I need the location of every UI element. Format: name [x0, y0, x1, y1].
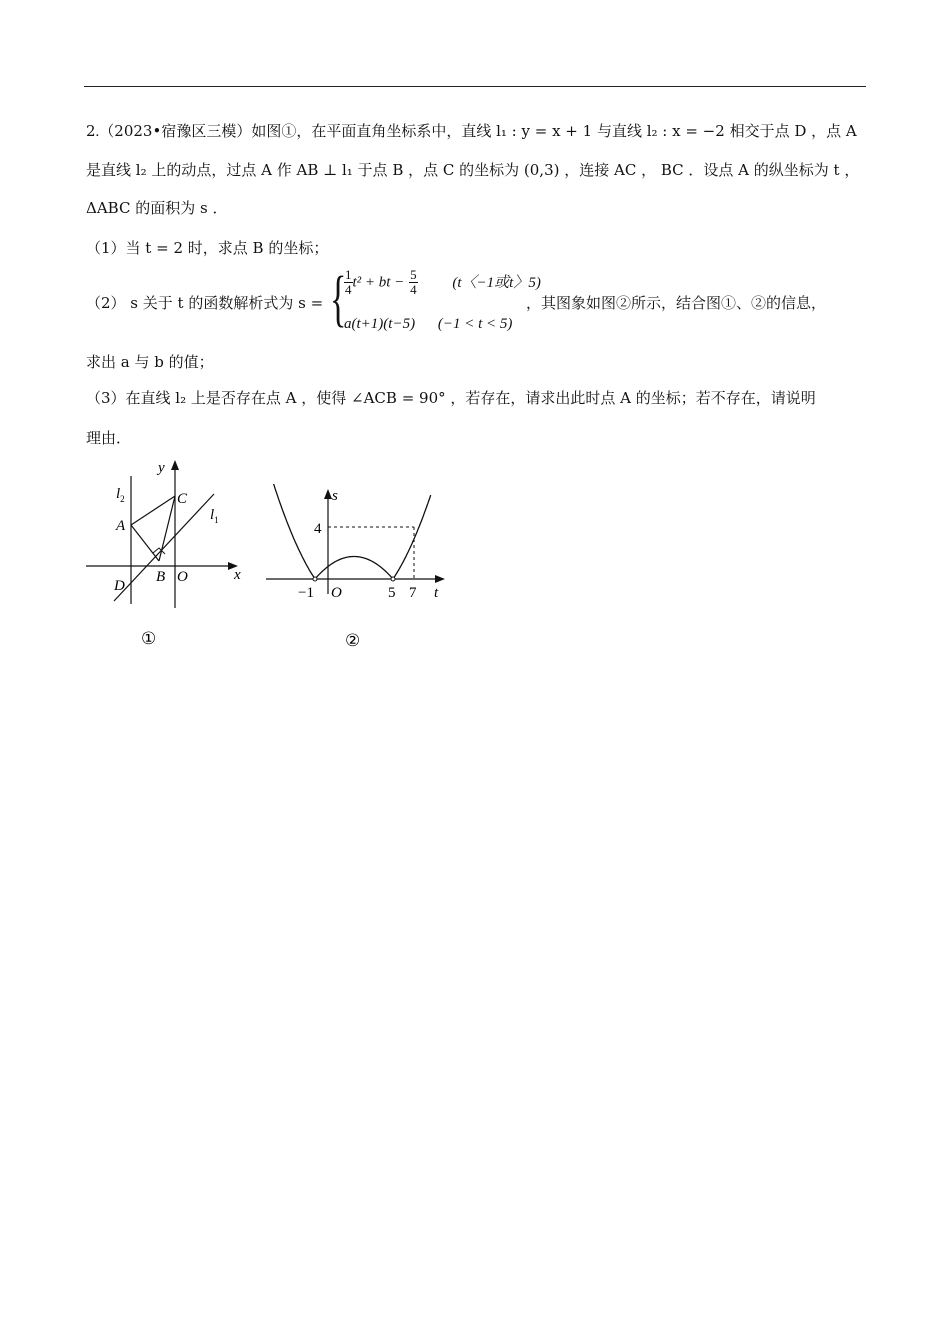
- label-d: D: [114, 578, 125, 594]
- figure-1: [84, 458, 254, 658]
- label-4: 4: [314, 521, 322, 537]
- label-minus1: −1: [298, 585, 314, 601]
- curve-right-branch: [393, 495, 431, 579]
- segment-ab: [131, 525, 159, 561]
- label-y: y: [158, 460, 165, 476]
- fraction-five-quarters: $\frac{5}{4}$: [410, 267, 417, 297]
- label-a: A: [116, 518, 126, 534]
- label-b: B: [156, 569, 166, 585]
- question-1: （1）当 t = 2 时，求点 B 的坐标；: [86, 239, 329, 257]
- label-l2: $l_2$: [116, 486, 125, 504]
- problem-source: （2023•宿豫区三模）: [99, 122, 252, 140]
- fraction-one-quarter: $\frac{1}{4}$: [345, 267, 352, 297]
- question-2-suffix: ，其图象如图②所示，结合图①、②的信息，: [526, 294, 827, 312]
- problem-line-3: ΔABC 的面积为 s ．: [86, 199, 228, 217]
- s-axis-arrow: [324, 489, 332, 499]
- figure-2-caption: ②: [345, 631, 361, 650]
- figure-1-caption: ①: [141, 629, 157, 648]
- piecewise-case-1: [344, 268, 541, 297]
- label-o: O: [177, 569, 188, 585]
- zero-point-minus1: [313, 577, 317, 581]
- t-axis-arrow: [435, 575, 445, 583]
- case-1-expression: t² + bt −: [352, 274, 405, 291]
- figure-2: [262, 484, 462, 660]
- piecewise-case-2: [344, 314, 512, 333]
- label-o: O: [331, 585, 342, 601]
- problem-text-1: 如图①，在平面直角坐标系中，直线 l₁ : y = x + 1 与直线 l₂ : x = −2 相交于点 D ，点 A: [251, 122, 857, 140]
- question-2-line-2: 求出 a 与 b 的值；: [86, 353, 214, 371]
- case-2-condition: (−1 < t < 5): [437, 316, 513, 332]
- zero-point-5: [391, 577, 395, 581]
- question-3-line-2: 理由．: [86, 429, 132, 447]
- question-2-prefix: （2） s 关于 t 的函数解析式为 s =: [86, 294, 324, 312]
- segment-bc: [159, 496, 175, 561]
- problem-number: 2: [86, 122, 96, 140]
- problem-line-1: 2.（2023•宿豫区三模）如图①，在平面直角坐标系中，直线 l₁ : y = x + 1 与直线 l₂ : x = −2 相交于点 D ，点 A: [86, 122, 857, 140]
- case-2-expression: a(t+1)(t−5): [344, 316, 416, 332]
- case-1-condition: (t〈−1或t〉5): [452, 274, 541, 291]
- label-7: 7: [409, 585, 417, 601]
- label-c: C: [177, 491, 188, 507]
- label-5: 5: [388, 585, 396, 601]
- problem-line-2: 是直线 l₂ 上的动点，过点 A 作 AB ⊥ l₁ 于点 B ，点 C 的坐标为 (0,3) ，连接 AC ， BC ．设点 A 的纵坐标为 t ，: [86, 161, 860, 179]
- y-axis-arrow: [171, 460, 179, 470]
- label-s: s: [332, 488, 338, 504]
- header-rule: [84, 86, 866, 87]
- piecewise-brace: {: [330, 265, 347, 333]
- question-2: [86, 265, 886, 338]
- curve-middle-arc: [315, 557, 393, 580]
- label-l1: $l_1$: [210, 507, 219, 525]
- label-t: t: [434, 585, 439, 601]
- label-x: x: [234, 567, 241, 583]
- question-3-line-1: （3）在直线 l₂ 上是否存在点 A ，使得 ∠ACB = 90° ，若存在，请求出此时点 A 的坐标；若不存在，请说明: [86, 389, 816, 407]
- curve-left-branch: [268, 484, 315, 579]
